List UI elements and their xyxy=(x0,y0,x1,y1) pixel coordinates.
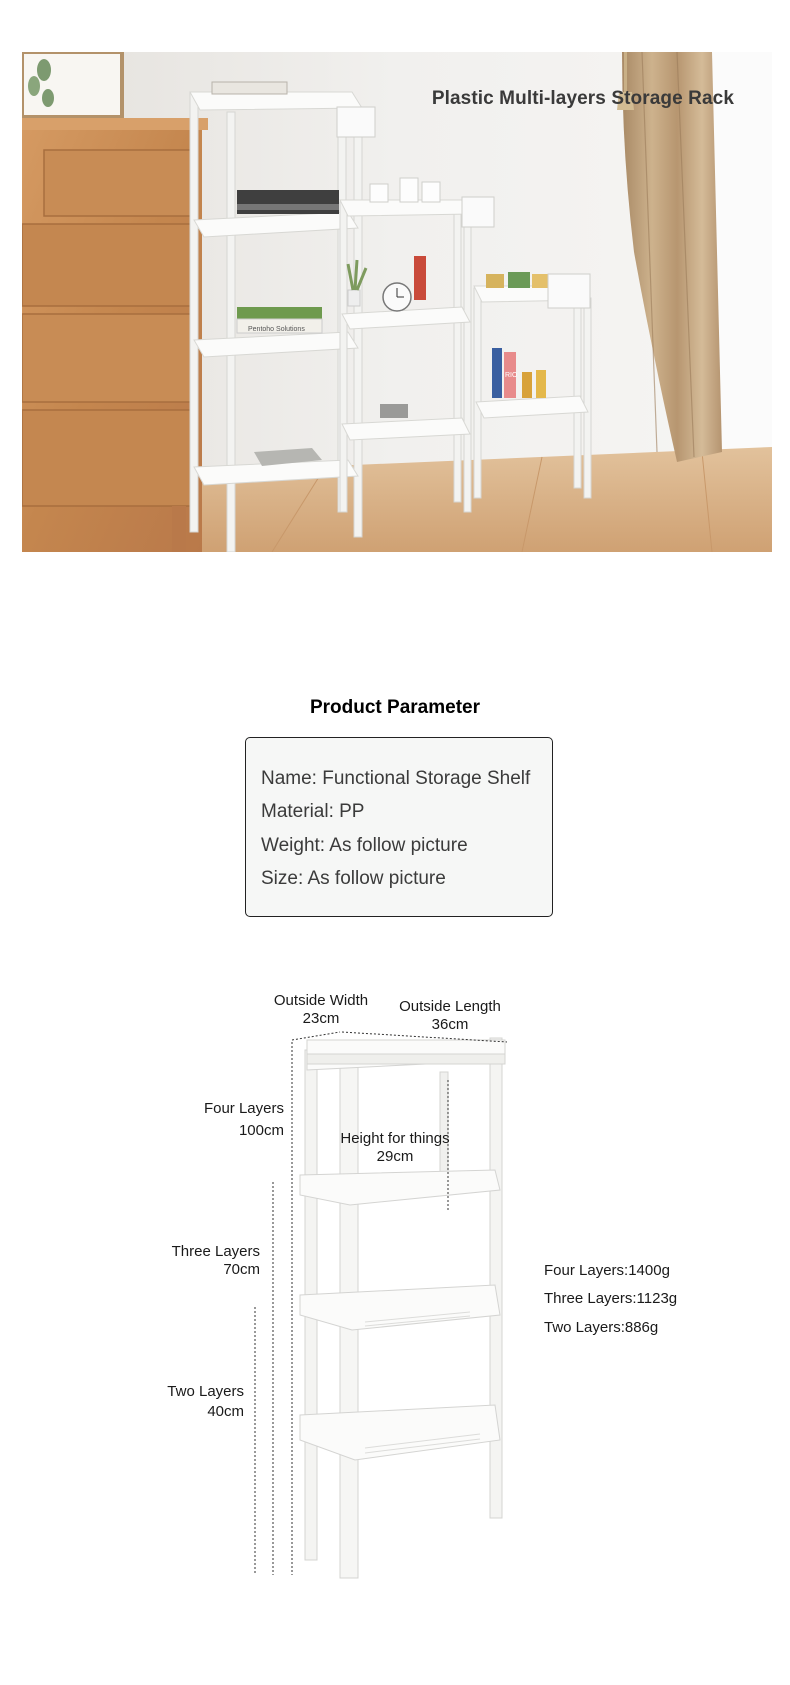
hero-scene-illustration xyxy=(22,52,772,552)
dresser-drawer xyxy=(44,150,194,216)
shelf-tier xyxy=(300,1170,500,1205)
hero-title: Plastic Multi-layers Storage Rack xyxy=(431,88,734,109)
plant-pot xyxy=(348,290,360,306)
outside-width-label xyxy=(266,992,376,1028)
snack xyxy=(486,274,504,288)
book-stack xyxy=(237,190,339,214)
weight-four-layers: Four Layers:1400g xyxy=(544,1262,670,1279)
dresser-leg xyxy=(172,506,186,552)
four-layers-text: Four Layers xyxy=(203,1100,284,1117)
bottle xyxy=(492,348,502,398)
weight-two-layers: Two Layers:886g xyxy=(544,1319,659,1336)
weight-three-layers: Three Layers:1123g xyxy=(544,1290,678,1307)
shelf-dimension-diagram xyxy=(0,1030,790,1590)
dresser-top xyxy=(22,118,208,130)
side-basket xyxy=(548,274,590,308)
outside-length-text: Outside Length xyxy=(399,998,501,1015)
cup xyxy=(400,178,418,202)
cup xyxy=(370,184,388,202)
width-dimension-line xyxy=(292,1032,340,1040)
bottle-text: RIO xyxy=(505,372,518,379)
three-layers-value: 70cm xyxy=(223,1261,260,1278)
parameter-material: Material: PP xyxy=(261,801,365,822)
magazines xyxy=(212,82,287,94)
product-hero-image xyxy=(22,52,772,552)
three-layers-text: Three Layers xyxy=(171,1243,260,1260)
height-for-things-label xyxy=(330,1130,460,1166)
leaf xyxy=(28,76,40,96)
parameter-name: Name: Functional Storage Shelf xyxy=(261,768,531,789)
height-for-things-text: Height for things xyxy=(340,1130,450,1147)
outside-width-text: Outside Width xyxy=(273,992,369,1009)
tassel-cord xyxy=(624,52,627,92)
outside-length-label xyxy=(390,998,510,1034)
dresser-drawer xyxy=(22,314,194,402)
two-layers-value: 40cm xyxy=(207,1403,244,1420)
shelf-tier-top-lip xyxy=(307,1054,505,1064)
two-layers-label xyxy=(140,1383,244,1421)
dresser-drawer xyxy=(22,410,194,506)
snack xyxy=(508,272,530,288)
height-for-things-value: 29cm xyxy=(376,1148,414,1165)
parameter-size: Size: As follow picture xyxy=(261,868,446,889)
shelf-tier xyxy=(300,1285,500,1330)
item xyxy=(380,404,408,418)
two-layers-text: Two Layers xyxy=(167,1383,244,1400)
outside-width-value: 23cm xyxy=(302,1010,340,1027)
pencil-can xyxy=(414,256,426,300)
cup xyxy=(422,182,440,202)
dresser-drawer xyxy=(22,224,194,306)
book-spine-text: Pentoho Solutions xyxy=(248,326,305,333)
leaf xyxy=(37,59,51,81)
parameter-box xyxy=(245,737,553,917)
parameter-weight: Weight: As follow picture xyxy=(261,835,468,856)
snack xyxy=(532,274,548,288)
window xyxy=(712,52,772,472)
book-stack xyxy=(237,307,322,319)
four-layers-value: 100cm xyxy=(238,1122,284,1139)
can xyxy=(522,372,532,398)
leaf xyxy=(42,89,54,107)
shelf-post xyxy=(490,1038,502,1518)
parameter-heading: Product Parameter xyxy=(309,697,480,718)
side-basket xyxy=(462,197,494,227)
four-layers-label xyxy=(180,1100,284,1140)
can xyxy=(536,370,546,398)
outside-length-value: 36cm xyxy=(431,1016,469,1033)
three-layers-label xyxy=(150,1243,260,1279)
shelf-tier-bottom xyxy=(300,1405,500,1460)
side-basket xyxy=(337,107,375,137)
